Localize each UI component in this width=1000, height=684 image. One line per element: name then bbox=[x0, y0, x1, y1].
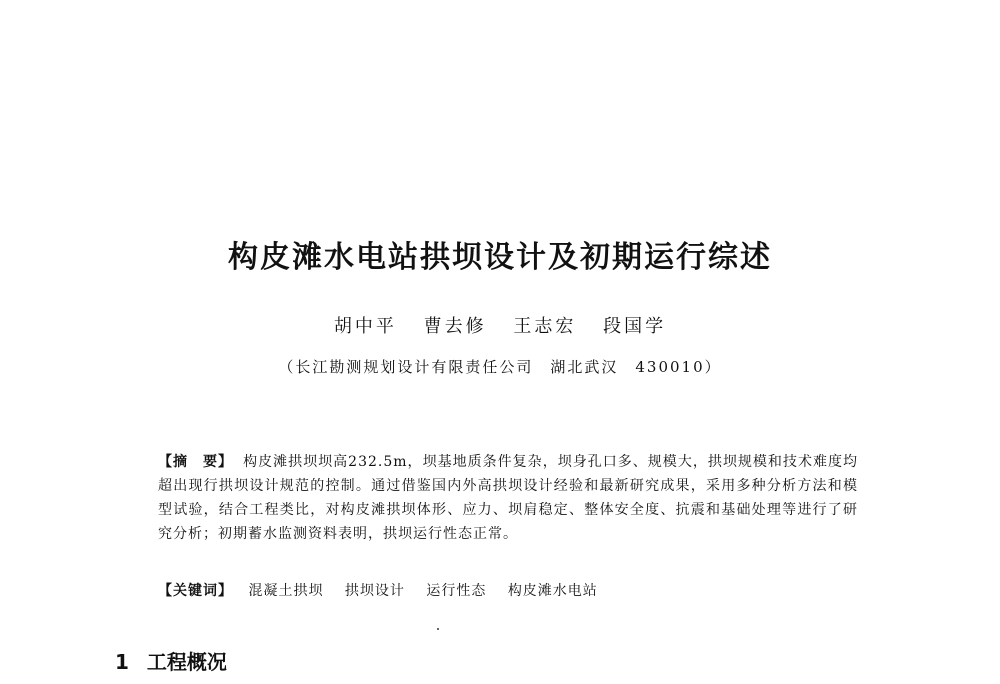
section-title: 工程概况 bbox=[146, 650, 227, 674]
keyword: 构皮滩水电站 bbox=[507, 583, 598, 599]
paper-title: 构皮滩水电站拱坝设计及初期运行综述 bbox=[228, 240, 772, 275]
scan-speck bbox=[437, 628, 439, 630]
keyword: 拱坝设计 bbox=[344, 583, 405, 599]
section-heading bbox=[115, 646, 227, 675]
keyword: 混凝土拱坝 bbox=[248, 583, 324, 599]
abstract-label: 【摘 要】 bbox=[158, 454, 234, 470]
keywords-label: 【关键词】 bbox=[158, 583, 233, 599]
author-list bbox=[0, 312, 1000, 338]
author: 段国学 bbox=[603, 316, 667, 337]
author: 曹去修 bbox=[423, 316, 487, 337]
affiliation: （长江勘测规划设计有限责任公司 湖北武汉 430010） bbox=[278, 358, 722, 376]
keywords bbox=[158, 580, 858, 600]
section-number: 1 bbox=[115, 650, 129, 674]
keyword: 运行性态 bbox=[426, 583, 487, 599]
abstract bbox=[158, 450, 858, 546]
author: 王志宏 bbox=[513, 316, 577, 337]
abstract-text: 构皮滩拱坝坝高232.5m，坝基地质条件复杂，坝身孔口多、规模大，拱坝规模和技术难度均超出现行拱坝设计规范的控制。通过借鉴国内外高拱坝设计经验和最新研究成果，采用多种分析方法和模型试验，结合工程类比，对构皮滩拱坝体形、应力、坝肩稳定、整体安全度、抗震和基础处理等进行了研究分析；初期蓄水监测资料表明，拱坝运行性态正常。 bbox=[158, 454, 858, 542]
author: 胡中平 bbox=[333, 316, 397, 337]
